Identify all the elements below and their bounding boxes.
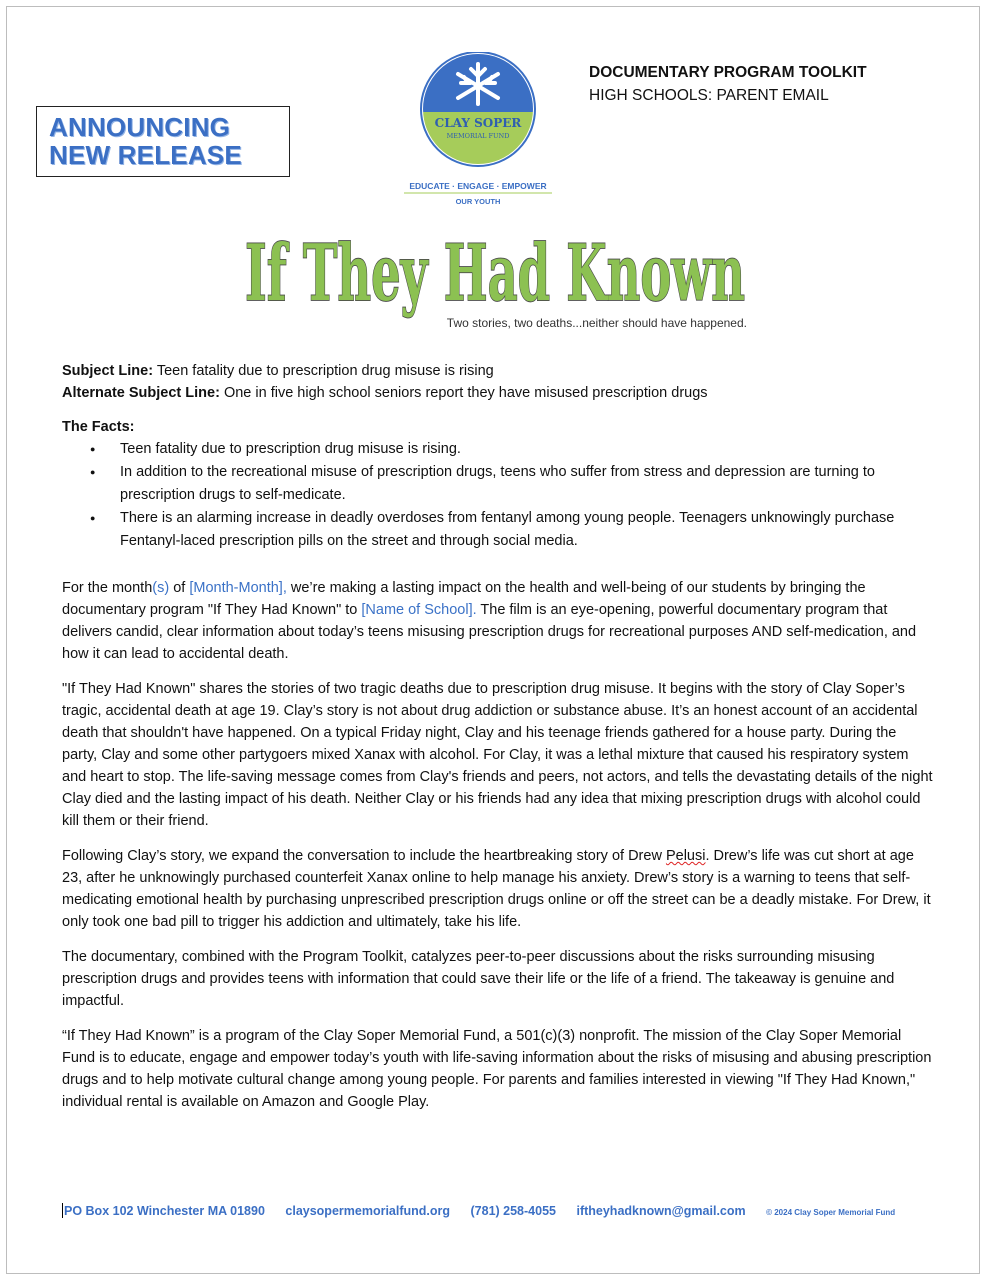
document-header [589, 62, 867, 108]
paragraph-intro [62, 577, 934, 665]
alternate-subject-text: One in five high school seniors report they have misused prescription drugs [219, 385, 708, 401]
doc-subtitle: HIGH SCHOOLS: PARENT EMAIL [589, 87, 829, 104]
announce-line-1: ANNOUNCING [49, 112, 231, 142]
drew-text: Following Clay’s story, we expand the conversation to include the heartbreaking story of Drew [62, 848, 666, 864]
footer-address [62, 1204, 265, 1218]
footer-website[interactable]: claysopermemorialfund.org [285, 1204, 451, 1218]
doc-title: DOCUMENTARY PROGRAM TOOLKIT [589, 64, 867, 81]
placeholder-school-name: [Name of School]. [361, 602, 477, 618]
intro-text: For the month [62, 580, 153, 596]
footer-copyright: © 2024 Clay Soper Memorial Fund [766, 1208, 896, 1217]
fact-item: ● Teen fatality due to prescription drug misuse is rising. [120, 438, 934, 461]
alternate-subject-label: Alternate Subject Line: [62, 385, 220, 401]
text-cursor [62, 1203, 63, 1218]
paragraph-program: “If They Had Known” is a program of the Clay Soper Memorial Fund, a 501(c)(3) nonprofit. The mission of the Clay Soper Memorial Fund is to educate, engage and empower today’s youth with life-saving information about the risks of misusing and abusing prescription drugs and to help motivate cultural change among young people. For parents and families interested in viewing "If They Had Known," individual rental is available on Amazon and Google Play. [62, 1028, 932, 1110]
footer-address-text: PO Box 102 Winchester MA 01890 [64, 1204, 265, 1218]
paragraph-clay-story: "If They Had Known" shares the stories of two tragic deaths due to prescription drug misuse. It begins with the story of Clay Soper’s tragic, accidental death at age 19. Clay’s story is not about drug addiction or substance abuse. It’s an honest account of an accidental death that shouldn't have happened. On a typical Friday night, Clay and his teenage friends gathered for a house party. During the party, Clay and some other partygoers mixed Xanax with alcohol. For Clay, it was a lethal mixture that caused his respiratory system and heart to stop. The life-saving message comes from Clay's friends and peers, not actors, and tells the devastating details of the night Clay died and the lasting impact of his death. Neither Clay or his friends had any idea that mixing prescription drugs with alcohol could kill them or their friend. [62, 681, 933, 829]
footer [62, 1203, 895, 1218]
footer-phone: (781) 258-4055 [470, 1204, 556, 1218]
intro-text: The film is an eye-opening, powerful documentary program that delivers candid, clear information about today’s teens misusing prescription drugs for recreational purposes AND self-medication, and how it can lead to accidental death. [62, 602, 917, 662]
spellcheck-word: Pelusi [665, 848, 706, 864]
paragraph-drew-story [62, 845, 934, 933]
footer-email[interactable]: iftheyhadknown@gmail.com [576, 1204, 746, 1218]
film-title: If They Had Known [245, 228, 745, 319]
fact-item: ● In addition to the recreational misuse of prescription drugs, teens who suffer from stress and depression are turning to prescription drugs to self-medicate. [120, 461, 934, 507]
facts-list [62, 438, 934, 553]
announcement-box [36, 106, 290, 177]
announce-line-2: NEW RELEASE [49, 140, 242, 170]
film-title-logo [210, 222, 780, 332]
intro-text: we’re making a lasting impact on the health and well-being of our students by bringing the documentary program "If They Had Known" to [62, 580, 866, 618]
fact-item: ● There is an alarming increase in deadly overdoses from fentanyl among young people. Teenagers unknowingly purchase Fentanyl-laced prescription pills on the street and through social media. [120, 507, 934, 553]
film-tagline: Two stories, two deaths...neither should have happened. [446, 316, 747, 330]
intro-text: of [169, 580, 190, 596]
facts-heading: The Facts: [62, 419, 135, 435]
subject-line [62, 360, 934, 382]
placeholder-plural: (s) [152, 580, 170, 596]
logo-org-line2: MEMORIAL FUND [446, 132, 510, 140]
logo-tagline: EDUCATE · ENGAGE · EMPOWER [409, 181, 547, 191]
logo-org-line1: CLAY SOPER [434, 116, 522, 130]
alternate-subject-line [62, 382, 934, 404]
paragraph-documentary: The documentary, combined with the Program Toolkit, catalyzes peer-to-peer discussions about the risks surrounding misusing prescription drugs and provides teens with information that could save their life or the life of a friend. The takeaway is genuine and impactful. [62, 949, 895, 1009]
email-content [62, 360, 934, 1126]
logo-tagline-2: OUR YOUTH [455, 197, 501, 206]
placeholder-month: [Month-Month], [189, 580, 287, 596]
subject-text: Teen fatality due to prescription drug misuse is rising [153, 363, 494, 379]
clay-soper-logo [398, 52, 558, 212]
drew-text: . Drew’s life was cut short at age 23, after he unknowingly purchased counterfeit Xanax online to help manage his anxiety. Drew’s story is a warning to teens that self-medicating emotional health by purchasing unprescribed prescription drugs online or off the street can be a deadly mistake. For Drew, it only took one bad pill to trigger his addiction and ultimately, take his life. [62, 848, 931, 930]
subject-label: Subject Line: [62, 363, 154, 379]
